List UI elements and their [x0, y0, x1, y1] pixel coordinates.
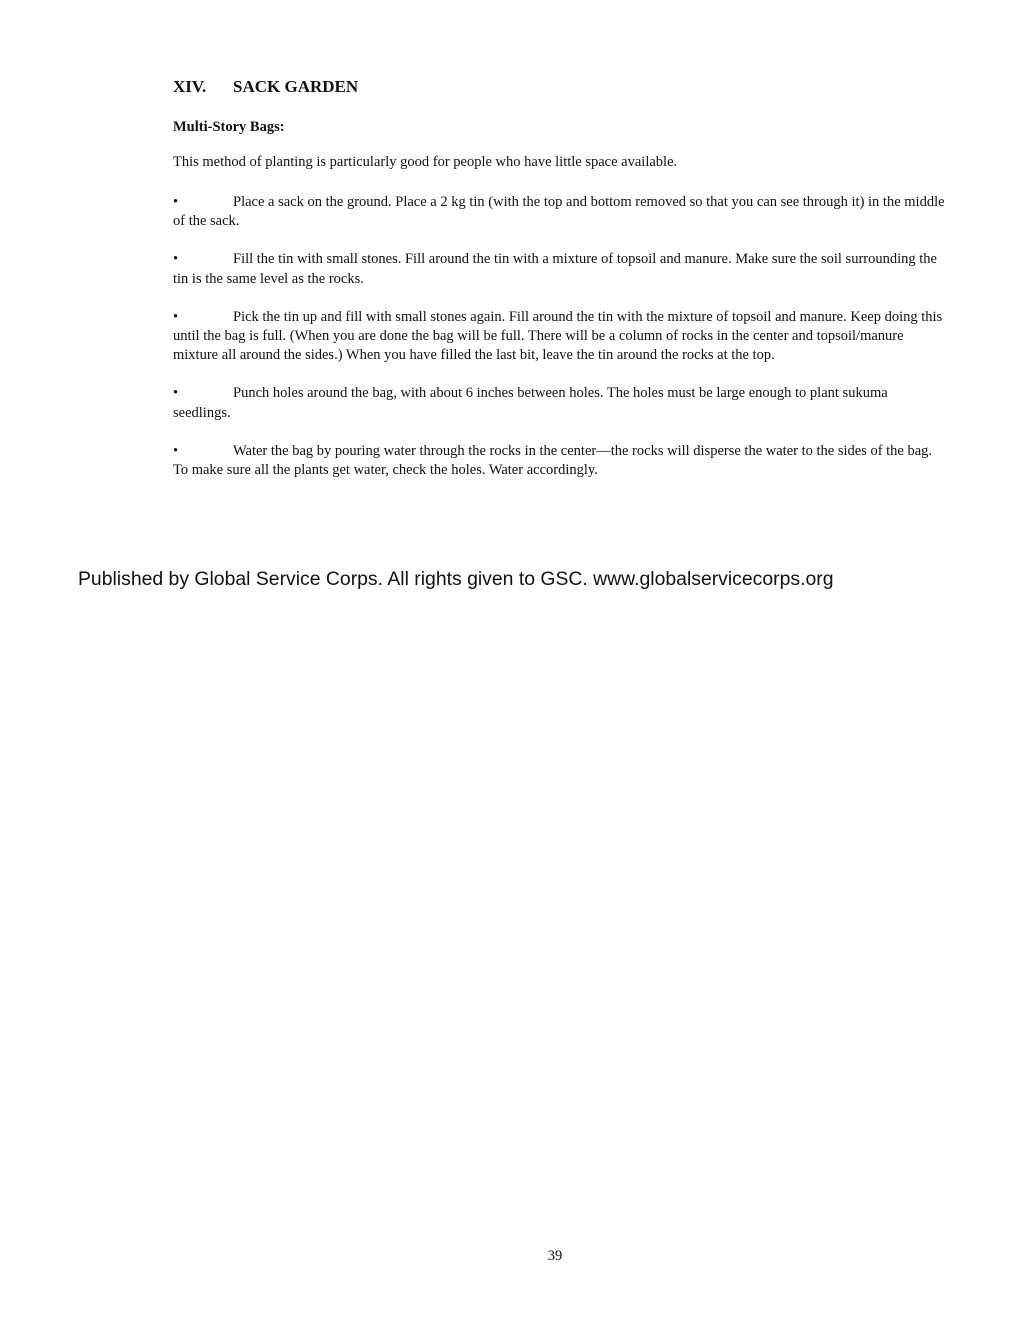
bullet-icon: •: [173, 194, 179, 210]
section-number: XIV.: [173, 77, 207, 96]
list-item: [173, 308, 945, 366]
subheading: Multi-Story Bags:: [173, 119, 285, 135]
list-item: [173, 442, 945, 480]
section-heading: [173, 76, 358, 98]
intro-paragraph: This method of planting is particularly good for people who have little space available.: [173, 154, 678, 170]
step-text: Place a sack on the ground. Place a 2 kg tin (with the top and bottom removed so that you can see through it) in the middle of the sack.: [173, 194, 945, 230]
step-text: Punch holes around the bag, with about 6 inches between holes. The holes must be large enough to plant sukuma seedlings.: [173, 385, 888, 421]
step-text: Water the bag by pouring water through the rocks in the center—the rocks will disperse the water to the sides of the bag. To make sure all the plants get water, check the holes. Water accordingly.: [173, 442, 933, 479]
bullet-icon: •: [173, 251, 179, 268]
step-text: Fill the tin with small stones. Fill around the tin with a mixture of topsoil and manure. Make sure the soil surrounding the tin is the same level as the rocks.: [173, 251, 937, 287]
list-item: [173, 250, 945, 288]
instruction-list: [173, 193, 945, 499]
bullet-icon: •: [173, 442, 179, 459]
list-item: [173, 193, 945, 231]
page-number: 39: [547, 1248, 563, 1264]
bullet-icon: •: [173, 385, 179, 402]
step-text: Pick the tin up and fill with small stones again. Fill around the tin with the mixture of topsoil and manure. Keep doing this until the bag is full. (When you are done the bag will be full. There will be a column of rocks in the center and topsoil/manure mixture all around the sides.) When you have filled the last bit, leave the tin around the rocks at the top.: [173, 308, 943, 364]
bullet-icon: •: [173, 308, 179, 325]
section-title: SACK GARDEN: [233, 77, 359, 96]
publisher-footer: Published by Global Service Corps. All rights given to GSC. www.globalservicecorps.org: [78, 568, 834, 590]
list-item: [173, 384, 945, 422]
